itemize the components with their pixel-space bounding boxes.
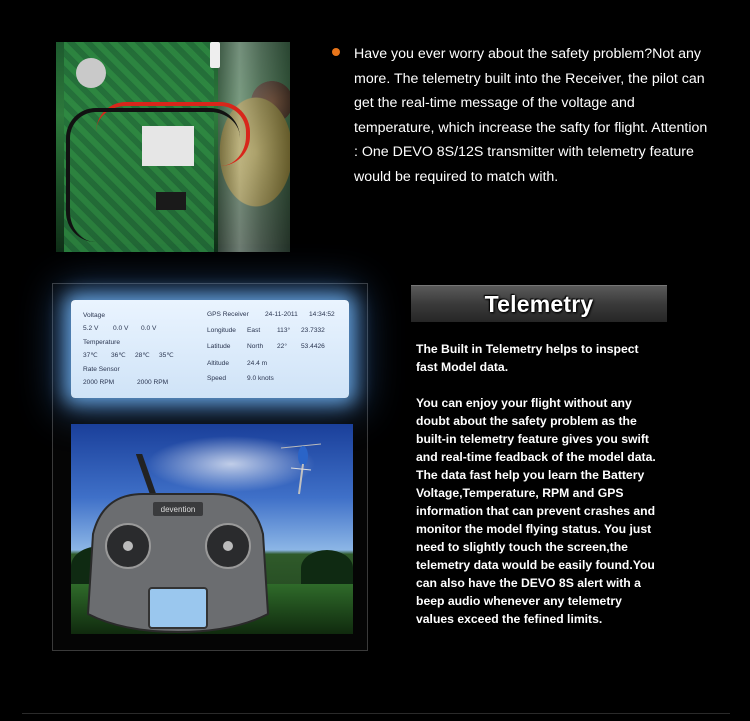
flying-field-scene	[71, 424, 353, 634]
telemetry-image-panel	[52, 283, 368, 651]
transmitter-icon	[83, 454, 273, 634]
latitude-label: Latitude	[207, 343, 231, 350]
latitude-deg: 22°	[277, 343, 287, 350]
speed-label: Speed	[207, 375, 227, 382]
rate-sensor-label: Rate Sensor	[83, 366, 120, 373]
latitude-min: 53.4426	[301, 343, 325, 350]
temperature-value-1: 37℃	[83, 352, 98, 359]
telemetry-screen-display	[71, 300, 349, 398]
altitude-label: Altitude	[207, 360, 229, 367]
intro-text: Have you ever worry about the safety problem?Not any more. The telemetry built into the Receiver, the pilot can get the real-time message of the voltage and temperature, which increase the safty for flight. Attention : One DEVO 8S/12S transmitter with telemetry feature would be required to match with.	[354, 46, 708, 185]
longitude-min: 23.7332	[301, 327, 325, 334]
latitude-dir: North	[247, 343, 264, 350]
longitude-dir: East	[247, 327, 261, 334]
helicopter-icon	[281, 438, 321, 498]
temperature-value-3: 28℃	[135, 352, 150, 359]
telemetry-title: Telemetry	[484, 290, 594, 317]
temperature-value-4: 35℃	[159, 352, 174, 359]
telemetry-lead: The Built in Telemetry helps to inspect fast Model data.	[416, 342, 639, 374]
telemetry-title-bar	[411, 285, 667, 322]
voltage-label: Voltage	[83, 312, 105, 319]
bullet-icon	[332, 48, 340, 56]
altitude-value: 24.4 m	[247, 360, 268, 367]
bottom-divider	[22, 713, 730, 714]
longitude-label: Longitude	[207, 327, 236, 334]
temperature-value-2: 36℃	[111, 352, 126, 359]
gps-time: 14:34:52	[309, 311, 335, 318]
receiver-pcb-photo	[56, 42, 290, 252]
gps-label: GPS Receiver	[207, 311, 249, 318]
transmitter-brand: devention	[160, 505, 196, 514]
voltage-value-3: 0.0 V	[141, 325, 157, 332]
voltage-value-1: 5.2 V	[83, 325, 99, 332]
longitude-deg: 113°	[277, 327, 291, 334]
telemetry-body: You can enjoy your flight without any doubt about the safety problem as the built-in telemetry feature gives you swift and real-time feadback of the model data. The data fast help you learn the Battery Voltage,Temperature, RPM and GPS information that can prevent crashes and monitor the model flying status. You just need to slightly touch the screen,the telemetry data would be easily found.You can also have the DEVO 8S alert with a beep audio whenever any telemetry values exceed the fefined limits.	[416, 396, 656, 626]
voltage-value-2: 0.0 V	[113, 325, 129, 332]
temperature-label: Temperature	[83, 339, 121, 346]
gps-date: 24-11-2011	[265, 311, 298, 318]
rate-value-1: 2000 RPM	[83, 379, 115, 386]
intro-paragraph-block	[332, 42, 710, 190]
telemetry-description	[416, 340, 656, 628]
rate-value-2: 2000 RPM	[137, 379, 169, 386]
speed-value: 9.0 knots	[247, 375, 274, 382]
